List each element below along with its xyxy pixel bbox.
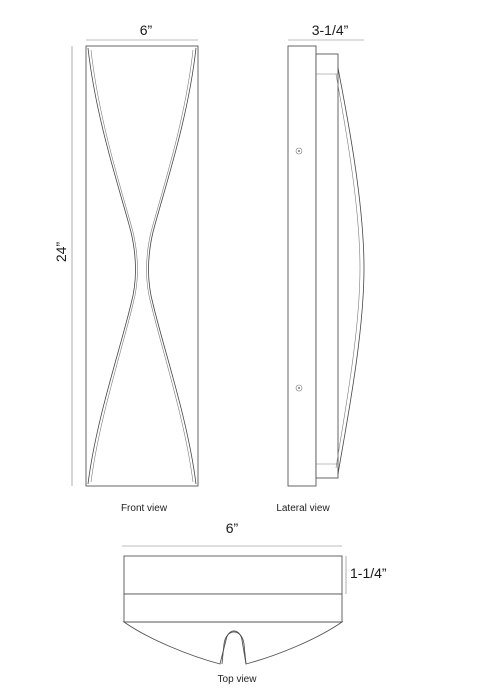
lateral-screw-top-center [298,150,300,152]
top-bracket-band [124,594,342,622]
top-depth-label: 1-1/4” [350,565,387,581]
top-back-plate [124,556,342,594]
lateral-view-caption: Lateral view [276,503,330,514]
lateral-bracket [316,54,338,478]
front-view [53,22,198,514]
top-width-label: 6” [225,520,239,536]
top-view [122,520,387,685]
lateral-shade-curve-inner [336,74,360,468]
front-view-caption: Front view [120,503,168,514]
lateral-view [276,22,364,514]
top-view-caption: Top view [217,674,257,685]
top-shade-curve [124,622,342,664]
lateral-back-plate [288,46,316,486]
front-height-label: 24” [53,241,69,263]
lateral-screw-bottom-center [298,387,300,389]
lateral-depth-label: 3-1/4” [311,22,349,38]
front-width-label: 6” [139,22,153,38]
